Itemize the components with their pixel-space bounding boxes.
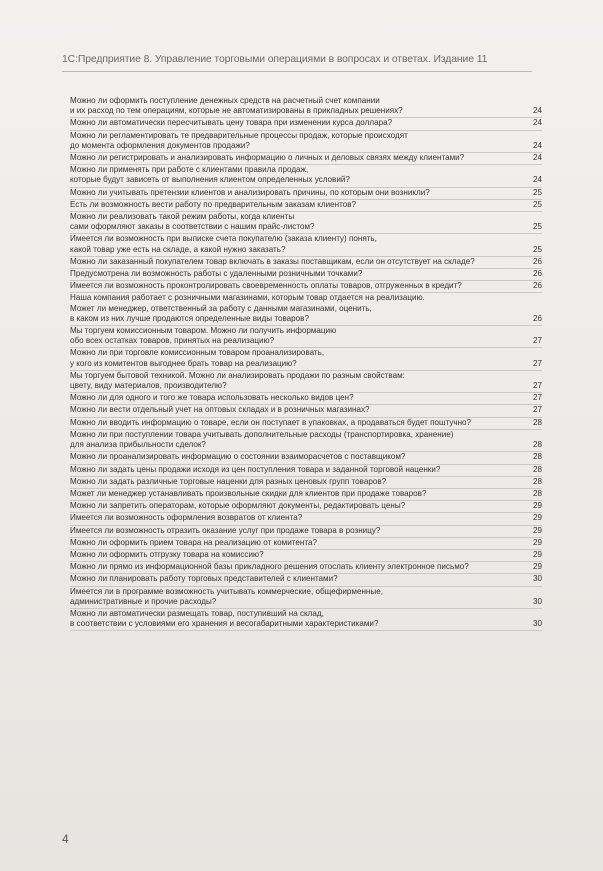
toc-entry [70, 234, 542, 256]
toc-entry [70, 96, 542, 118]
toc-entry [70, 550, 542, 562]
toc-entry-line: Можно ли регламентировать те предварительные процессы продаж, которые происходят [70, 130, 408, 140]
toc-entry-question [70, 131, 520, 151]
toc-entry [70, 501, 542, 513]
toc-entry-line: Мы торгуем комиссионным товаром. Можно ли получить информацию [70, 326, 337, 336]
toc-entry-question [70, 418, 520, 428]
toc-entry-page: 29 [532, 537, 542, 547]
toc-entry [70, 430, 542, 452]
toc-entry [70, 257, 542, 269]
toc-entry-page: 29 [532, 513, 542, 523]
toc-entry-line: Имеется ли возможность при выписке счета покупателю (заказа клиенту) понять, [70, 234, 377, 244]
toc-entry-question [70, 501, 520, 511]
toc-entry-question [70, 465, 520, 475]
toc-entry [70, 188, 542, 200]
toc-entry-question [70, 574, 520, 584]
toc-entry-line: Можно ли вести отдельный учет на оптовых складах и в розничных магазинах? [70, 405, 370, 415]
toc-entry-page: 24 [532, 106, 542, 116]
toc-entry-question [70, 513, 520, 523]
toc-entry-line: Можно ли задать различные торговые наценки для разных ценовых групп товаров? [70, 476, 387, 486]
toc-entry-line: Имеется ли в программе возможность учитывать коммерческие, общефирменные, [70, 586, 383, 596]
toc-entry-page: 29 [532, 549, 542, 559]
toc-entry-page: 29 [532, 562, 542, 572]
header-divider [62, 71, 532, 72]
toc-entry-page: 24 [532, 118, 542, 128]
toc-entry-line: до момента оформления документов продажи? [70, 140, 250, 150]
toc-entry-page: 25 [532, 244, 542, 254]
toc-entry-line: Можно ли запретить операторам, которые оформляют документы, редактировать цены? [70, 501, 406, 511]
toc-entry-page: 28 [532, 464, 542, 474]
toc-entry-line: Можно ли применять при работе с клиентами правила продаж, [70, 165, 309, 175]
toc-entry-page: 26 [532, 313, 542, 323]
toc-entry-page: 27 [532, 358, 542, 368]
toc-entry [70, 587, 542, 609]
toc-entry-question [70, 393, 520, 403]
toc-entry-page: 28 [532, 417, 542, 427]
toc-entry [70, 465, 542, 477]
toc-entry [70, 452, 542, 464]
toc-entry-line: Можно ли вводить информацию о товаре, если он поступает в упаковках, а продаваться будет поштучно? [70, 417, 472, 427]
toc-entry [70, 153, 542, 165]
toc-entry-page: 27 [532, 393, 542, 403]
toc-entry-line: Можно ли для одного и того же товара использовать несколько видов цен? [70, 393, 354, 403]
toc-entry-line: цвету, виду материалов, производителю? [70, 381, 227, 391]
toc-entry-question [70, 489, 520, 499]
toc-entry-page: 28 [532, 440, 542, 450]
toc-entry-page: 28 [532, 488, 542, 498]
toc-entry-line: Можно ли реализовать такой режим работы, когда клиенты [70, 212, 295, 222]
toc-entry-line: обо всех остатках товаров, принятых на реализацию? [70, 336, 275, 346]
toc-entry-page: 30 [532, 596, 542, 606]
toc-entry [70, 281, 542, 293]
toc-entry-question [70, 452, 520, 462]
toc-entry-question [70, 430, 520, 450]
toc-entry-question [70, 96, 520, 116]
toc-entry [70, 538, 542, 550]
toc-entry-line: Можно ли прямо из информационной базы прикладного решения отослать клиенту электронное письмо? [70, 562, 469, 572]
toc-entry [70, 489, 542, 501]
toc-entry-question [70, 188, 520, 198]
toc-entry-question [70, 587, 520, 607]
toc-entry-line: в каком из них лучше продаются определенные виды товаров? [70, 313, 309, 323]
toc-entry [70, 212, 542, 234]
toc-entry-line: Можно ли учитывать претензии клиентов и анализировать причины, по которым они возникли? [70, 187, 430, 197]
toc-entry [70, 348, 542, 370]
toc-entry-line: Можно ли заказанный покупателем товар включать в заказы поставщикам, если он отсутствует на складе? [70, 256, 475, 266]
toc-entry-question [70, 562, 520, 572]
toc-entry-question [70, 405, 520, 415]
toc-entry-question [70, 371, 520, 391]
toc-entry-question [70, 293, 520, 324]
toc-entry-page: 25 [532, 199, 542, 209]
toc-entry-line: Можно ли регистрировать и анализировать информацию о личных и деловых связях между клиентами? [70, 153, 465, 163]
toc-entry [70, 269, 542, 281]
toc-entry-line: Можно ли оформить прием товара на реализацию от комитента? [70, 537, 317, 547]
toc-entry-line: Есть ли возможность вести работу по предварительным заказам клиентов? [70, 199, 357, 209]
toc-entry-page: 29 [532, 525, 542, 535]
toc-entry-question [70, 538, 520, 548]
toc-entry-line: Может ли менеджер устанавливать произвольные скидки для клиентов при продаже товаров? [70, 488, 427, 498]
toc-entry-page: 30 [532, 619, 542, 629]
toc-entry-line: Можно ли проанализировать информацию о состоянии взаиморасчетов с поставщиком? [70, 452, 406, 462]
toc-entry-question [70, 118, 520, 128]
toc-entry-page: 29 [532, 501, 542, 511]
toc-entry-question [70, 526, 520, 536]
toc-entry-question [70, 212, 520, 232]
toc-entry-question [70, 348, 520, 368]
toc-entry-line: Имеется ли возможность оформления возвратов от клиента? [70, 513, 303, 523]
toc-entry [70, 526, 542, 538]
toc-entry-page: 26 [532, 269, 542, 279]
toc-entry-question [70, 234, 520, 254]
toc-entry-line: для анализа прибыльности сделок? [70, 440, 206, 450]
toc-entry-question [70, 281, 520, 291]
page-number: 4 [62, 832, 69, 846]
toc-entry-page: 28 [532, 452, 542, 462]
toc-entry-line: Наша компания работает с розничными магазинами, которым товар отдается на реализацию. [70, 293, 425, 303]
toc-entry-page: 25 [532, 222, 542, 232]
table-of-contents [70, 96, 542, 631]
toc-entry [70, 371, 542, 393]
toc-entry [70, 477, 542, 489]
toc-entry-line: Можно ли автоматически пересчитывать цену товара при изменении курса доллара? [70, 118, 393, 128]
toc-entry-line: Имеется ли возможность отразить оказание услуг при продаже товара в розницу? [70, 525, 381, 535]
toc-entry [70, 513, 542, 525]
toc-entry-page: 26 [532, 256, 542, 266]
toc-entry [70, 562, 542, 574]
toc-entry [70, 393, 542, 405]
toc-entry [70, 326, 542, 348]
running-header: 1С:Предприятие 8. Управление торговыми операциями в вопросах и ответах. Издание 11 [62, 54, 488, 65]
toc-entry-line: у кого из комитентов выгоднее брать товар на реализацию? [70, 358, 297, 368]
toc-entry-page: 27 [532, 381, 542, 391]
toc-entry [70, 293, 542, 326]
toc-entry-line: в соответствии с условиями его хранения и весогабаритными характеристиками? [70, 619, 379, 629]
toc-entry-line: какой товар уже есть на складе, а какой нужно заказать? [70, 244, 286, 254]
toc-entry-question [70, 477, 520, 487]
toc-entry-line: и их расход по тем операциям, которые не автоматизированы в прикладных решениях? [70, 106, 403, 116]
toc-entry-page: 26 [532, 281, 542, 291]
toc-entry [70, 200, 542, 212]
toc-entry-page: 28 [532, 476, 542, 486]
toc-entry [70, 118, 542, 130]
toc-entry-line: Можно ли при торговле комиссионным товаром проанализировать, [70, 348, 325, 358]
toc-entry-line: Предусмотрена ли возможность работы с удаленными розничными точками? [70, 269, 363, 279]
toc-entry-page: 24 [532, 140, 542, 150]
toc-entry [70, 609, 542, 631]
toc-entry-line: сами оформляют заказы в соответствии с нашим прайс-листом? [70, 222, 315, 232]
toc-entry [70, 131, 542, 153]
toc-entry [70, 574, 542, 586]
toc-entry-line: Можно ли при поступлении товара учитывать дополнительные расходы (транспортировка, хранение) [70, 429, 454, 439]
toc-entry-line: Может ли менеджер, ответственный за работу с данными магазинами, оценить, [70, 303, 372, 313]
toc-entry-page: 30 [532, 574, 542, 584]
toc-entry-line: которые будут зависеть от выполнения клиентом определенных условий? [70, 175, 350, 185]
toc-entry-line: Можно ли автоматически размещать товар, поступивший на склад, [70, 608, 324, 618]
toc-entry-question [70, 200, 520, 210]
toc-entry-line: Мы торгуем бытовой техникой. Можно ли анализировать продажи по разным свойствам: [70, 370, 405, 380]
toc-entry-question [70, 165, 520, 185]
toc-entry-question [70, 153, 520, 163]
toc-entry-line: Можно ли планировать работу торговых представителей с клиентами? [70, 574, 338, 584]
toc-entry-page: 25 [532, 187, 542, 197]
toc-entry-line: Можно ли оформить поступление денежных средств на расчетный счет компании [70, 96, 380, 105]
toc-entry-question [70, 269, 520, 279]
toc-entry-page: 27 [532, 405, 542, 415]
toc-entry-line: административные и прочие расходы? [70, 596, 217, 606]
toc-entry-question [70, 326, 520, 346]
toc-entry-question [70, 550, 520, 560]
toc-entry-line: Имеется ли возможность проконтролировать своевременность оплаты товаров, отгруженных в кредит? [70, 281, 462, 291]
toc-entry-question [70, 257, 520, 267]
toc-entry-page: 27 [532, 336, 542, 346]
toc-entry [70, 165, 542, 187]
toc-entry-page: 24 [532, 175, 542, 185]
toc-entry-page: 24 [532, 153, 542, 163]
toc-entry-line: Можно ли оформить отгрузку товара на комиссию? [70, 549, 264, 559]
toc-entry-question [70, 609, 520, 629]
toc-entry [70, 405, 542, 417]
toc-entry-line: Можно ли задать цены продажи исходя из цен поступления товара и заданной торговой наценки? [70, 464, 441, 474]
toc-entry [70, 418, 542, 430]
